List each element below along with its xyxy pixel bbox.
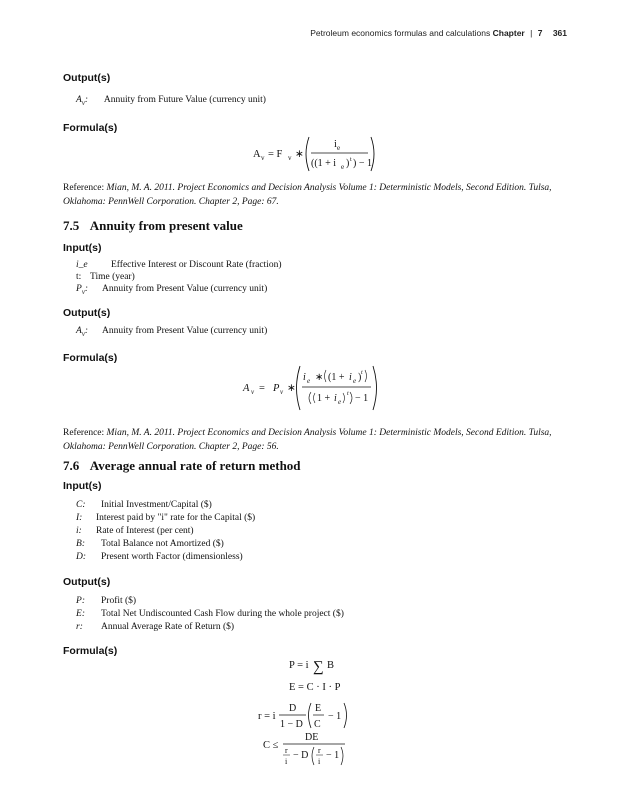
svg-text:r = i: r = i: [258, 711, 276, 722]
output-heading: Output(s): [63, 307, 111, 319]
svg-text:∑: ∑: [313, 659, 324, 675]
svg-text:C ≤: C ≤: [263, 740, 279, 751]
input-definition: i_e Effective Interest or Discount Rate (fraction): [76, 260, 282, 270]
svg-text:e: e: [307, 377, 311, 385]
svg-text:i: i: [334, 393, 337, 404]
running-header-title: Petroleum economics formulas and calculations: [310, 28, 491, 38]
svg-text:e: e: [341, 163, 345, 171]
svg-text:∗: ∗: [287, 383, 296, 394]
formula-heading: Formula(s): [63, 352, 118, 364]
svg-text:E: E: [315, 703, 322, 714]
output-definition: [76, 95, 266, 107]
def-text: Annuity from Future Value (currency unit): [103, 95, 266, 105]
formula-average-rate-of-return: [253, 652, 373, 772]
section-number: 7.6: [63, 458, 80, 473]
formula-heading: Formula(s): [63, 645, 118, 657]
equation-rate-of-return: [258, 703, 347, 730]
svg-text:D: D: [289, 703, 297, 714]
svg-text:i: i: [303, 372, 306, 383]
svg-text:= F: = F: [268, 149, 283, 160]
svg-text:i: i: [334, 139, 337, 150]
svg-text:r: r: [285, 746, 288, 755]
svg-text:e: e: [338, 398, 342, 406]
svg-text:P: P: [273, 383, 280, 394]
reference-citation: Mian, M. A. 2011. Project Economics and Decision Analysis Volume 1: Deterministic Models, Second Edition. Tulsa, Oklahoma: PennWell Corporation. Chapter 2, Page: 67.: [63, 183, 552, 207]
section-number: 7.5: [63, 218, 80, 233]
input-definition: t: Time (year): [76, 272, 135, 282]
svg-text:E = C · I · P: E = C · I · P: [289, 682, 341, 693]
input-definition: C: Initial Investment/Capital ($): [76, 500, 212, 510]
svg-text:i: i: [349, 372, 352, 383]
svg-text:e: e: [337, 144, 341, 152]
output-definition: $A_v$: Annuity from Present Value (currency unit): [76, 326, 268, 338]
formula-annuity-present: [243, 362, 383, 414]
reference-text: Reference: Mian, M. A. 2011. Project Economics and Decision Analysis Volume 1: Deterministic Models, Second Edition. Tulsa, Oklahoma: PennWell Corporation. Chapter 2, Page: 67.: [63, 183, 552, 207]
svg-text:DE: DE: [305, 732, 319, 743]
svg-text:): ): [346, 158, 350, 169]
svg-text:) − 1: ) − 1: [353, 158, 372, 169]
input-definition: B: Total Balance not Amortized ($): [76, 539, 224, 549]
svg-text:P = i: P = i: [289, 660, 309, 671]
input-definition: $P_v$: Annuity from Present Value (currency unit): [76, 284, 268, 296]
svg-text:A: A: [253, 149, 261, 160]
equation-cash-flow: [289, 682, 341, 693]
output-heading: Output(s): [63, 72, 111, 84]
svg-text:− 1: − 1: [355, 393, 369, 404]
equation-profit: [289, 659, 334, 675]
svg-text:− D: − D: [293, 750, 309, 761]
reference-citation: Mian, M. A. 2011. Project Economics and Decision Analysis Volume 1: Deterministic Models, Second Edition. Tulsa, Oklahoma: PennWell Corporation. Chapter 2, Page: 56.: [63, 428, 552, 452]
section-heading: [63, 458, 301, 474]
book-page: [63, 0, 573, 800]
svg-text:v: v: [261, 154, 265, 162]
output-heading: Output(s): [63, 576, 111, 588]
output-definition: P: Profit ($): [76, 596, 137, 606]
input-definition: i: Rate of Interest (per cent): [76, 526, 194, 536]
reference-text: Reference: Mian, M. A. 2011. Project Economics and Decision Analysis Volume 1: Deterministic Models, Second Edition. Tulsa, Oklahoma: PennWell Corporation. Chapter 2, Page: 56.: [63, 428, 552, 452]
output-definition: E: Total Net Undiscounted Cash Flow during the whole project ($): [76, 609, 344, 619]
svg-text:1 +: 1 +: [317, 393, 331, 404]
svg-text:((1 + i: ((1 + i: [311, 158, 337, 169]
running-header: [310, 28, 567, 38]
svg-text:): ): [358, 372, 362, 383]
section-title: Annuity from present value: [89, 218, 243, 233]
input-heading: Input(s): [63, 242, 102, 254]
svg-text:v: v: [288, 154, 292, 162]
svg-text:v: v: [280, 388, 284, 396]
svg-text:B: B: [327, 660, 335, 671]
def-symbol: $A_v$:: [76, 95, 89, 107]
formula-heading: Formula(s): [63, 122, 118, 134]
svg-text:t: t: [347, 391, 349, 397]
formula-annuity-future: [253, 133, 373, 175]
page-number: 361: [552, 28, 567, 38]
equation-capital-limit: [263, 732, 345, 766]
svg-text:t: t: [361, 370, 363, 376]
input-definition: D: Present worth Factor (dimensionless): [76, 552, 243, 562]
svg-text:v: v: [251, 388, 255, 396]
section-heading: [63, 218, 243, 234]
svg-text:r: r: [318, 746, 321, 755]
svg-text:A: A: [243, 383, 250, 394]
svg-text:− 1: − 1: [328, 711, 342, 722]
svg-text:=: =: [259, 383, 265, 394]
svg-text:∗: ∗: [295, 149, 304, 160]
svg-text:∗: ∗: [315, 372, 324, 383]
input-heading: Input(s): [63, 480, 102, 492]
svg-text:i: i: [318, 757, 321, 766]
svg-text:e: e: [353, 377, 357, 385]
svg-text:i: i: [285, 757, 288, 766]
output-definition: r: Annual Average Rate of Return ($): [76, 622, 235, 632]
section-title: Average annual rate of return method: [89, 458, 301, 473]
header-separator: |: [530, 28, 533, 38]
svg-text:1 − D: 1 − D: [280, 719, 303, 730]
chapter-label: Chapter: [492, 28, 525, 38]
input-definition: I: Interest paid by "i" rate for the Capital ($): [76, 513, 256, 523]
svg-text:t: t: [350, 157, 352, 163]
svg-text:C: C: [314, 719, 321, 730]
chapter-number: 7: [537, 28, 543, 38]
svg-text:− 1: − 1: [326, 750, 340, 761]
svg-text:(1 +: (1 +: [328, 372, 345, 383]
